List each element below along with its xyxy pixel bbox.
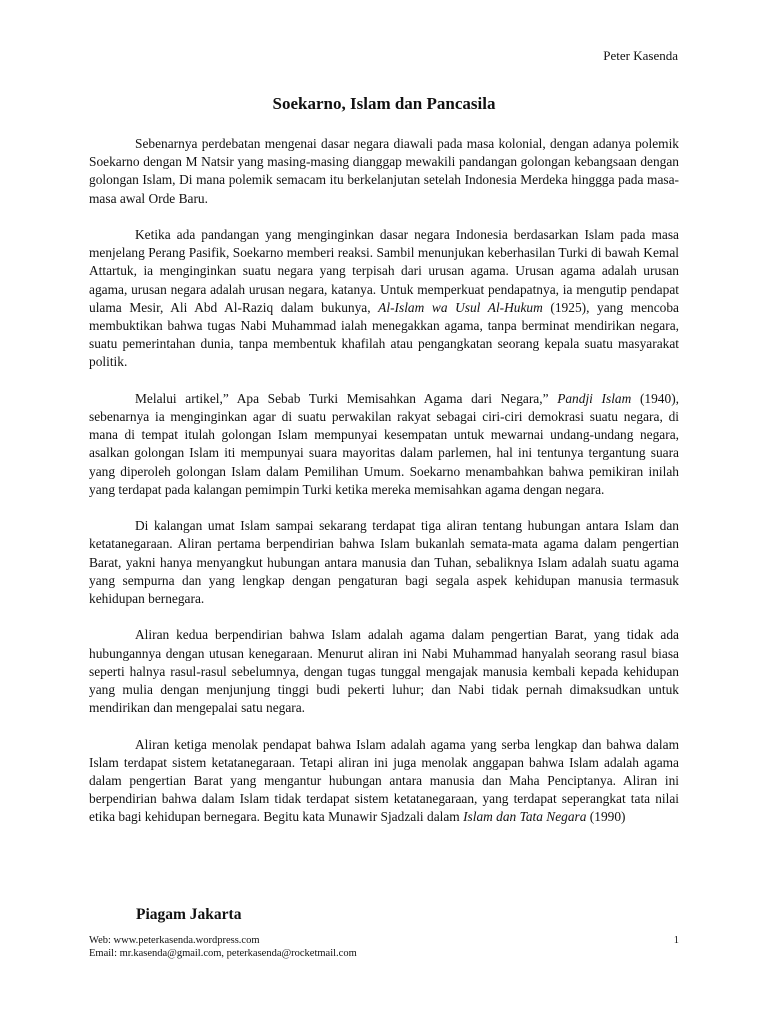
footer-email: Email: mr.kasenda@gmail.com, peterkasenda@rocketmail.com <box>89 948 357 959</box>
page-title: Soekarno, Islam dan Pancasila <box>272 94 496 113</box>
book-title-islam-dan-tata-negara: Islam dan Tata Negara <box>463 809 587 825</box>
section-heading: Piagam Jakarta <box>136 906 242 923</box>
paragraph-6-text-b: (1990) <box>586 809 626 825</box>
publication-pandji-islam: Pandji Islam <box>557 390 632 406</box>
document-body <box>89 135 679 845</box>
paragraph-6 <box>89 736 679 827</box>
paragraph-6-text-a: Aliran ketiga menolak pendapat bahwa Islam adalah agama yang serba lengkap dan bahwa dalam Islam terdapat sistem ketatanegaraan. Tetapi aliran ini juga menolak anggapan bahwa Islam adalah agama dalam pengertian Barat yang mengantur hubungan antara manusia dan Maha Penciptanya. Aliran ini berpendirian bahwa dalam Islam tidak terdapat sistem ketatanegaraan, yang terdapat seperangkat tata nilai etika bagi kehidupan bernegara. Begitu kata Munawir Sjadzali dalam <box>89 736 679 825</box>
paragraph-2 <box>89 226 679 372</box>
header-author: Peter Kasenda <box>603 48 678 63</box>
paragraph-1-text: Sebenarnya perdebatan mengenai dasar negara diawali pada masa kolonial, dengan adanya polemik Soekarno dengan M Natsir yang masing-masing dianggap mewakili pandangan golongan kebangsaan dengan golongan Islam, Di mana polemik semacam itu berkelanjutan setelah Indonesia Merdeka hinggga pada masa-masa awal Orde Baru. <box>89 136 679 206</box>
paragraph-3-text-a: Melalui artikel,” Apa Sebab Turki Memisahkan Agama dari Negara,” <box>135 390 558 406</box>
paragraph-1 <box>89 135 679 208</box>
paragraph-2-text-a: Ketika ada pandangan yang menginginkan dasar negara Indonesia berdasarkan Islam pada masa menjelang Perang Pasifik, Soekarno memberi reaksi. Sambil menunjukan keberhasilan Turki di bawah Kemal Attartuk, ia menginginkan suatu negara yang terpisah dari urusan agama. Urusan agama adalah urusan agama, urusan negara adalah urusan negara, katanya. Untuk memperkuat pendapatnya, ia mengutip pendapat ulama Mesir, Ali Abd Al-Raziq dalam bukunya, <box>89 227 679 315</box>
page-footer <box>89 934 679 960</box>
footer-web: Web: www.peterkasenda.wordpress.com <box>89 935 260 946</box>
book-title-al-islam: Al-Islam wa Usul Al-Hukum <box>378 299 543 315</box>
paragraph-3 <box>89 390 679 499</box>
page-number: 1 <box>673 935 679 946</box>
paragraph-4-text: Di kalangan umat Islam sampai sekarang terdapat tiga aliran tentang hubungan antara Islam dan ketatanegaraan. Aliran pertama berpendirian bahwa Islam bukanlah semata-mata agama dalam pengertian Barat, yakni hanya menyangkut hubungan antara manusia dan Tuhan, sebaliknya Islam adalah suatu agama yang sempurna dan yang lengkap dengan pengaturan bagi segala aspek kehidupan manusia termasuk kehidupan bernegara. <box>89 518 679 607</box>
paragraph-2-text-b: (1925), yang mencoba membuktikan bahwa tugas Nabi Muhammad ialah menegakkan agama, tanpa berminat mendirikan negara, suatu pemerintahan dunia, tanpa membentuk khafilah atau pengangkatan seorang kepala suatu masyarakat politik. <box>89 299 679 370</box>
paragraph-5 <box>89 626 679 717</box>
paragraph-4 <box>89 517 679 608</box>
paragraph-5-text: Aliran kedua berpendirian bahwa Islam adalah agama dalam pengertian Barat, yang tidak ada hubungannya dengan utusan kenegaraan. Menurut aliran ini Nabi Muhammad hanyalah seorang rasul biasa seperti halnya rasul-rasul sebelumnya, dengan tugas tunggal mengajak manusia kembali kepada kehidupan yang mulia dengan menjunjung tinggi budi pekerti luhur; dan Nabi tidak pernah dimaksudkan untuk mendirikan dan mengepalai satu negara. <box>89 627 679 716</box>
paragraph-3-text-b: (1940), sebenarnya ia menginginkan agar di suatu perwakilan rakyat sebagai ciri-ciri demokrasi suatu negara, di mana di tempat itulah golongan Islam mempunyai kesempatan untuk mewarnai undang-undang negara, asalkan golongan Islam iti mempunyai suara mayoritas dalam parlemen, hal ini tentunya tergantung suara yang diperoleh golongan Islam dalam Pemilihan Umum. Soekarno menambahkan bahwa pemikiran inilah yang terdapat pada kalangan pemimpin Turki ketika mereka memisahkan agama dengan negara. <box>89 390 680 497</box>
